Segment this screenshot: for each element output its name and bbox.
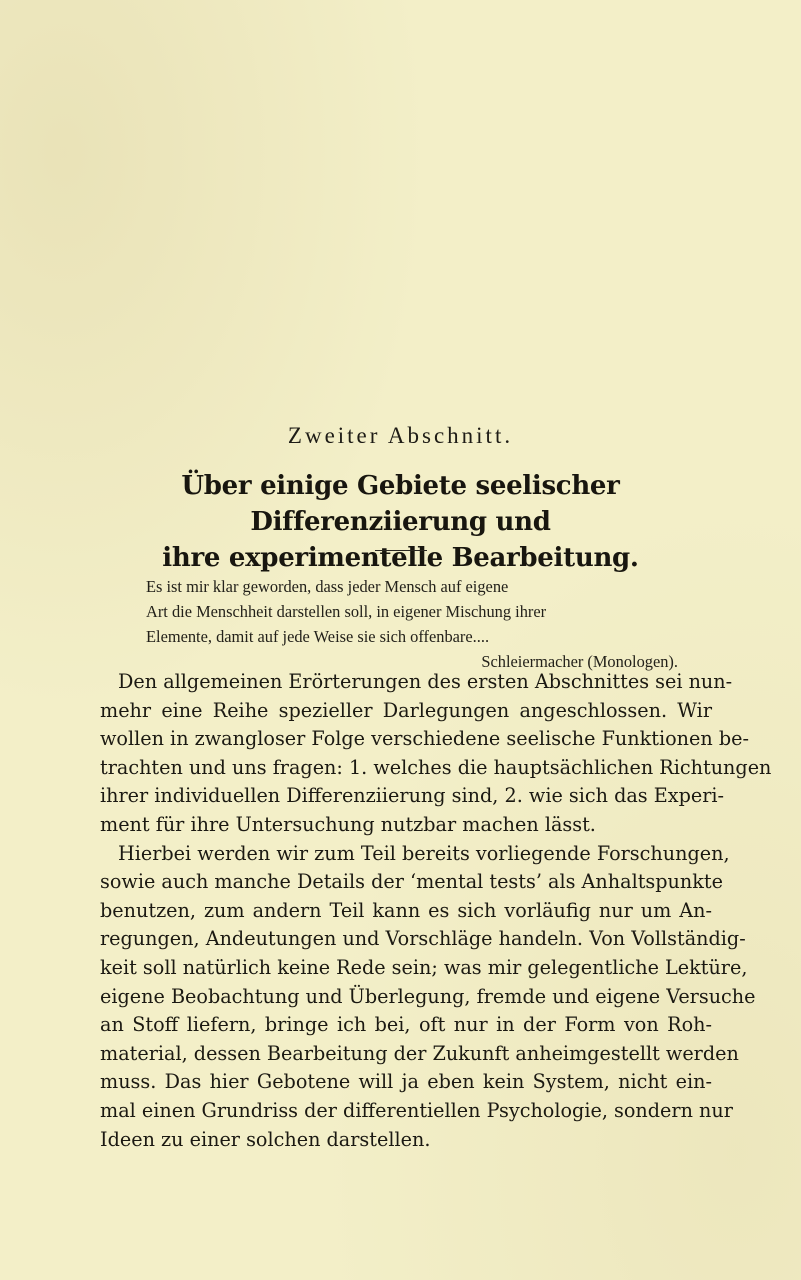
text-line: material, dessen Bearbeitung der Zukunft anheimgestellt werden xyxy=(100,1041,739,1065)
text-line: trachten und uns fragen: 1. welches die hauptsächlichen Richtungen xyxy=(100,755,772,779)
text-line: an Stoff liefern, bringe ich bei, oft nur in der Form von Roh- xyxy=(100,1013,712,1037)
text-line: ment für ihre Untersuchung nutzbar machen lässt. xyxy=(100,812,596,836)
text-line: ihrer individuellen Differenziierung sind, 2. wie sich das Experi- xyxy=(100,784,725,808)
section-label: Zweiter Abschnitt. xyxy=(287,423,514,448)
text-line: benutzen, zum andern Teil kann es sich vorläufig nur um An- xyxy=(100,898,712,922)
epigraph xyxy=(146,574,686,674)
title-line: Über einige Gebiete seelischer Differenziierung und xyxy=(181,471,620,537)
epigraph-line: Elemente, damit auf jede Weise sie sich offenbare.... xyxy=(146,627,490,646)
epigraph-line: Art die Menschheit darstellen soll, in eigener Mischung ihrer xyxy=(146,602,547,621)
title-line: ihre experimentelle Bearbeitung. xyxy=(162,543,639,573)
text-line: keit soll natürlich keine Rede sein; was mir gelegentliche Lektüre, xyxy=(100,955,748,979)
text-line: Hierbei werden wir zum Teil bereits vorliegende Forschungen, xyxy=(118,841,730,865)
text-line: eigene Beobachtung und Überlegung, fremde und eigene Versuche xyxy=(100,984,756,1008)
body-text xyxy=(100,668,772,1154)
text-line: Ideen zu einer solchen darstellen. xyxy=(100,1127,431,1151)
text-line: mehr eine Reihe spezieller Darlegungen angeschlossen. Wir xyxy=(100,698,712,722)
text-line: regungen, Andeutungen und Vorschläge handeln. Von Vollständig- xyxy=(100,927,746,951)
text-line: sowie auch manche Details der ‘mental tests’ als Anhaltspunkte xyxy=(100,870,723,894)
text-line: Den allgemeinen Erörterungen des ersten Abschnittes sei nun- xyxy=(118,670,733,693)
text-line: muss. Das hier Gebotene will ja eben kein System, nicht ein- xyxy=(100,1070,712,1094)
paragraph xyxy=(100,840,756,1155)
paragraph xyxy=(100,668,772,840)
text-line: mal einen Grundriss der differentiellen Psychologie, sondern nur xyxy=(100,1098,733,1122)
title-divider xyxy=(375,550,427,551)
epigraph-line: Es ist mir klar geworden, dass jeder Mensch auf eigene xyxy=(146,577,509,596)
text-line: wollen in zwangloser Folge verschiedene seelische Funktionen be- xyxy=(100,727,749,751)
epigraph-source: Schleiermacher (Monologen). xyxy=(481,652,678,671)
chapter-title xyxy=(60,468,741,576)
